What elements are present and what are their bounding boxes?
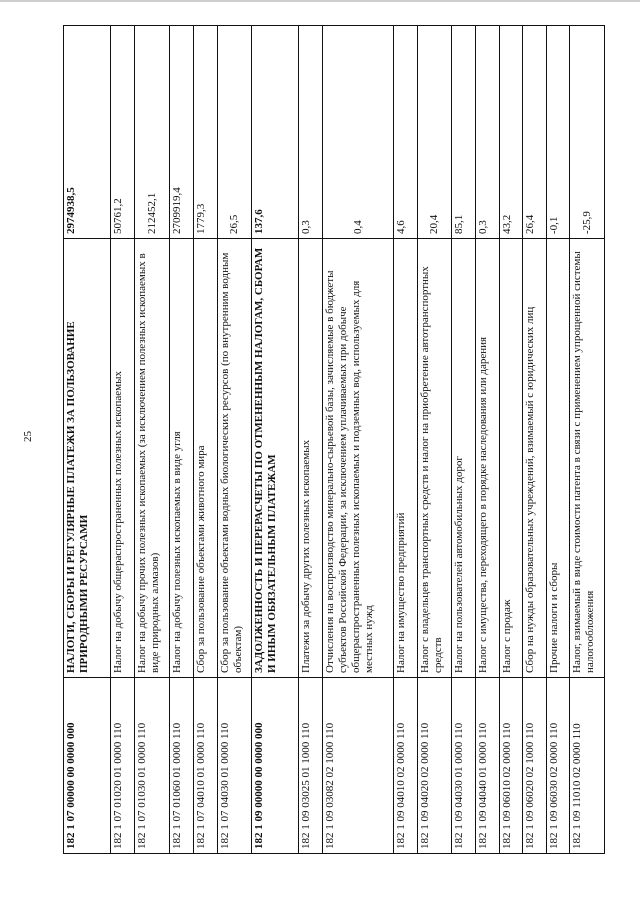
table-row — [499, 26, 523, 854]
amount-cell: 2709919,4 — [170, 26, 194, 239]
item-name-cell: Отчисления на воспроизводство минерально-сырьевой базы, зачисляемые в бюджеты субъектов Российской Федерации, за исключением уплачиваемых при добыче общераспространенных полезных ископаемых и подземных вод, используемых для местных нужд — [323, 239, 394, 678]
amount-cell: 1779,3 — [194, 26, 218, 239]
item-name-cell: ЗАДОЛЖЕННОСТЬ И ПЕРЕРАСЧЕТЫ ПО ОТМЕНЕННЫМ НАЛОГАМ, СБОРАМ И ИНЫМ ОБЯЗАТЕЛЬНЫМ ПЛАТЕЖАМ — [252, 239, 299, 678]
item-name-cell: Налог на имущество предприятий — [394, 239, 418, 678]
table-row — [523, 26, 547, 854]
item-name-cell: Налог с продаж — [499, 239, 523, 678]
amount-cell: 212452,1 — [134, 26, 169, 239]
amount-cell: 85,1 — [452, 26, 476, 239]
rotated-table-container — [63, 26, 605, 854]
budget-code-cell: 182 1 09 03025 01 1000 110 — [299, 678, 323, 854]
amount-cell: -0,1 — [546, 26, 570, 239]
item-name-cell: Платежи за добычу других полезных ископаемых — [299, 239, 323, 678]
item-name-cell: Сбор за пользование объектами водных биологических ресурсов (по внутренним водным объектам) — [217, 239, 251, 678]
budget-code-cell: 182 1 07 01060 01 0000 110 — [170, 678, 194, 854]
amount-cell: 2974938,5 — [64, 26, 111, 239]
scan-edge — [0, 0, 640, 2]
table-row — [323, 26, 394, 854]
amount-cell: 20,4 — [417, 26, 451, 239]
budget-code-cell: 182 1 09 04030 01 0000 110 — [452, 678, 476, 854]
table-row — [194, 26, 218, 854]
table-row — [217, 26, 251, 854]
revenue-table — [63, 25, 605, 854]
amount-cell: 0,3 — [475, 26, 499, 239]
item-name-cell: Прочие налоги и сборы — [546, 239, 570, 678]
amount-cell: 4,6 — [394, 26, 418, 239]
amount-cell: 137,6 — [252, 26, 299, 239]
page-number: 25 — [22, 431, 34, 442]
amount-cell: -25,9 — [570, 26, 605, 239]
table-row — [546, 26, 570, 854]
table-row — [111, 26, 135, 854]
table-row — [64, 26, 111, 854]
item-name-cell: Налог на добычу полезных ископаемых в виде угля — [170, 239, 194, 678]
table-row — [134, 26, 169, 854]
budget-code-cell: 182 1 09 00000 00 0000 000 — [252, 678, 299, 854]
budget-code-cell: 182 1 09 11010 02 0000 110 — [570, 678, 605, 854]
item-name-cell: Налог на пользователей автомобильных дорог — [452, 239, 476, 678]
budget-code-cell: 182 1 09 04040 01 0000 110 — [475, 678, 499, 854]
item-name-cell: Налог с владельцев транспортных средств и налог на приобретение автотранспортных средств — [417, 239, 451, 678]
item-name-cell: Сбор за пользование объектами животного мира — [194, 239, 218, 678]
item-name-cell: Налог с имущества, переходящего в порядке наследования или дарения — [475, 239, 499, 678]
table-row — [417, 26, 451, 854]
item-name-cell: Налог на добычу общераспространенных полезных ископаемых — [111, 239, 135, 678]
budget-code-cell: 182 1 07 00000 00 0000 000 — [64, 678, 111, 854]
table-row — [452, 26, 476, 854]
item-name-cell: Налог, взимаемый в виде стоимости патента в связи с применением упрощенной системы налогообложения — [570, 239, 605, 678]
amount-cell: 43,2 — [499, 26, 523, 239]
table-row — [570, 26, 605, 854]
budget-code-cell: 182 1 09 06020 02 1000 110 — [523, 678, 547, 854]
budget-code-cell: 182 1 07 01030 01 0000 110 — [134, 678, 169, 854]
table-row — [252, 26, 299, 854]
item-name-cell: Налог на добычу прочих полезных ископаемых (за исключением полезных ископаемых в виде природных алмазов) — [134, 239, 169, 678]
table-row — [299, 26, 323, 854]
table-row — [170, 26, 194, 854]
budget-code-cell: 182 1 09 04020 02 0000 110 — [417, 678, 451, 854]
budget-code-cell: 182 1 07 04010 01 0000 110 — [194, 678, 218, 854]
table-row — [475, 26, 499, 854]
budget-code-cell: 182 1 09 06030 02 0000 110 — [546, 678, 570, 854]
amount-cell: 26,4 — [523, 26, 547, 239]
budget-code-cell: 182 1 09 03082 02 1000 110 — [323, 678, 394, 854]
budget-code-cell: 182 1 07 04030 01 0000 110 — [217, 678, 251, 854]
table-row — [394, 26, 418, 854]
amount-cell: 0,3 — [299, 26, 323, 239]
item-name-cell: Сбор на нужды образовательных учреждений, взимаемый с юридических лиц — [523, 239, 547, 678]
budget-code-cell: 182 1 09 06010 02 0000 110 — [499, 678, 523, 854]
item-name-cell: НАЛОГИ, СБОРЫ И РЕГУЛЯРНЫЕ ПЛАТЕЖИ ЗА ПОЛЬЗОВАНИЕ ПРИРОДНЫМИ РЕСУРСАМИ — [64, 239, 111, 678]
amount-cell: 0,4 — [323, 26, 394, 239]
amount-cell: 26,5 — [217, 26, 251, 239]
amount-cell: 50761,2 — [111, 26, 135, 239]
budget-code-cell: 182 1 09 04010 02 0000 110 — [394, 678, 418, 854]
budget-code-cell: 182 1 07 01020 01 0000 110 — [111, 678, 135, 854]
